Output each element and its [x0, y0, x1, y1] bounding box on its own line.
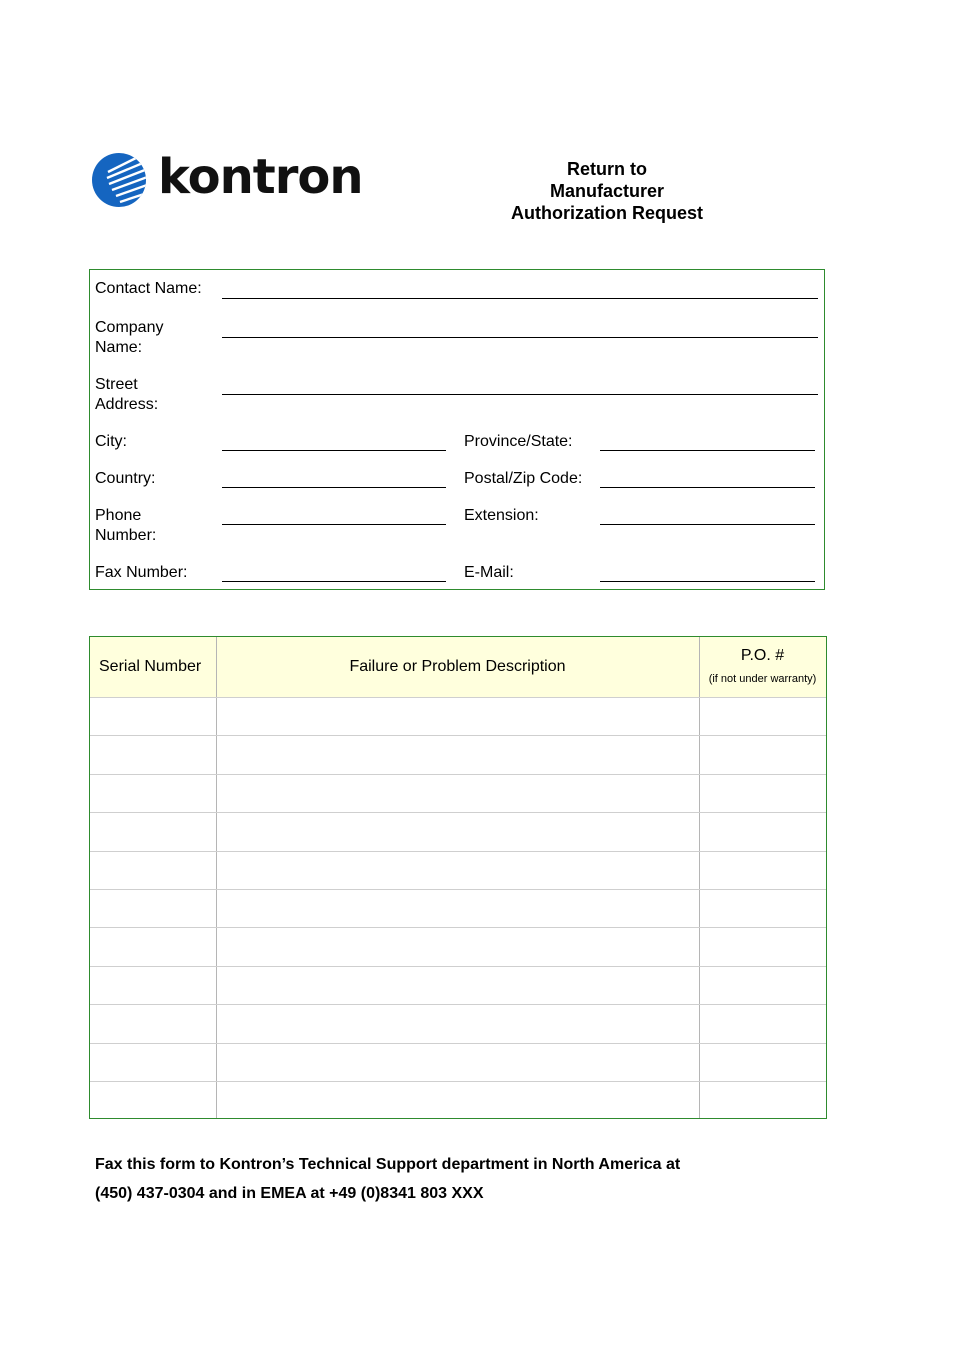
description-cell[interactable]	[216, 774, 699, 812]
city-label: City:	[95, 433, 127, 450]
country-field[interactable]	[222, 487, 446, 488]
brand-wordmark: kontron	[158, 149, 363, 205]
serial-cell[interactable]	[90, 1043, 216, 1081]
postal-zip-label: Postal/Zip Code:	[464, 470, 583, 487]
description-cell[interactable]	[216, 927, 699, 965]
header-po-note: (if not under warranty)	[708, 673, 817, 685]
form-title	[480, 158, 734, 224]
extension-field[interactable]	[600, 524, 815, 525]
fax-instructions-line2: (450) 437-0304 and in EMEA at +49 (0)8341 803 XXX	[95, 1185, 484, 1202]
fax-number-label: Fax Number:	[95, 564, 188, 581]
company-name-label	[95, 318, 163, 358]
description-cell[interactable]	[216, 851, 699, 889]
serial-cell[interactable]	[90, 735, 216, 773]
contact-name-field[interactable]	[222, 298, 818, 299]
serial-cell[interactable]	[90, 851, 216, 889]
fax-instructions-line1: Fax this form to Kontron’s Technical Support department in North America at	[95, 1156, 681, 1173]
header-serial-number: Serial Number	[99, 658, 202, 675]
serial-cell[interactable]	[90, 966, 216, 1004]
phone-number-label-line1: Phone	[95, 507, 142, 524]
po-cell[interactable]	[699, 812, 826, 850]
postal-zip-field[interactable]	[600, 487, 815, 488]
description-cell[interactable]	[216, 735, 699, 773]
fax-number-field[interactable]	[222, 581, 446, 582]
po-cell[interactable]	[699, 1004, 826, 1042]
po-cell[interactable]	[699, 697, 826, 735]
description-cell[interactable]	[216, 812, 699, 850]
title-line-1: Return to	[567, 159, 647, 179]
po-cell[interactable]	[699, 1043, 826, 1081]
contact-info-section	[89, 269, 825, 590]
po-cell[interactable]	[699, 774, 826, 812]
serial-cell[interactable]	[90, 1081, 216, 1119]
serial-cell[interactable]	[90, 697, 216, 735]
company-name-label-line2: Name:	[95, 339, 143, 356]
serial-cell[interactable]	[90, 774, 216, 812]
description-cell[interactable]	[216, 966, 699, 1004]
po-cell[interactable]	[699, 966, 826, 1004]
description-cell[interactable]	[216, 889, 699, 927]
country-label: Country:	[95, 470, 156, 487]
description-cell[interactable]	[216, 1081, 699, 1119]
returns-table	[89, 636, 827, 1119]
phone-number-label-line2: Number:	[95, 527, 157, 544]
phone-number-field[interactable]	[222, 524, 446, 525]
street-address-label-line2: Address:	[95, 396, 159, 413]
po-cell[interactable]	[699, 851, 826, 889]
kontron-logo	[90, 149, 363, 212]
title-line-2: Manufacturer	[549, 181, 665, 201]
title-line-3: Authorization Request	[511, 203, 703, 223]
email-label: E-Mail:	[464, 564, 514, 581]
po-cell[interactable]	[699, 735, 826, 773]
street-address-field[interactable]	[222, 394, 818, 395]
header-description-cell	[216, 637, 699, 697]
city-field[interactable]	[222, 450, 446, 451]
po-cell[interactable]	[699, 1081, 826, 1119]
province-state-field[interactable]	[600, 450, 815, 451]
street-address-label-line1: Street	[95, 376, 138, 393]
header-po-cell	[699, 637, 826, 697]
province-state-label: Province/State:	[464, 433, 573, 450]
phone-number-label	[95, 506, 156, 546]
kontron-globe-icon	[90, 150, 150, 210]
company-name-label-line1: Company	[95, 319, 164, 336]
company-name-field[interactable]	[222, 337, 818, 338]
serial-cell[interactable]	[90, 927, 216, 965]
po-cell[interactable]	[699, 889, 826, 927]
header-serial-cell	[90, 637, 216, 697]
header-po-number: P.O. #	[740, 647, 785, 664]
serial-cell[interactable]	[90, 889, 216, 927]
header-failure-description: Failure or Problem Description	[349, 658, 566, 675]
email-field[interactable]	[600, 581, 815, 582]
po-cell[interactable]	[699, 927, 826, 965]
fax-instructions	[95, 1150, 755, 1208]
description-cell[interactable]	[216, 697, 699, 735]
description-cell[interactable]	[216, 1043, 699, 1081]
description-cell[interactable]	[216, 1004, 699, 1042]
contact-name-label: Contact Name:	[95, 280, 202, 297]
street-address-label	[95, 375, 158, 415]
extension-label: Extension:	[464, 507, 539, 524]
serial-cell[interactable]	[90, 1004, 216, 1042]
serial-cell[interactable]	[90, 812, 216, 850]
